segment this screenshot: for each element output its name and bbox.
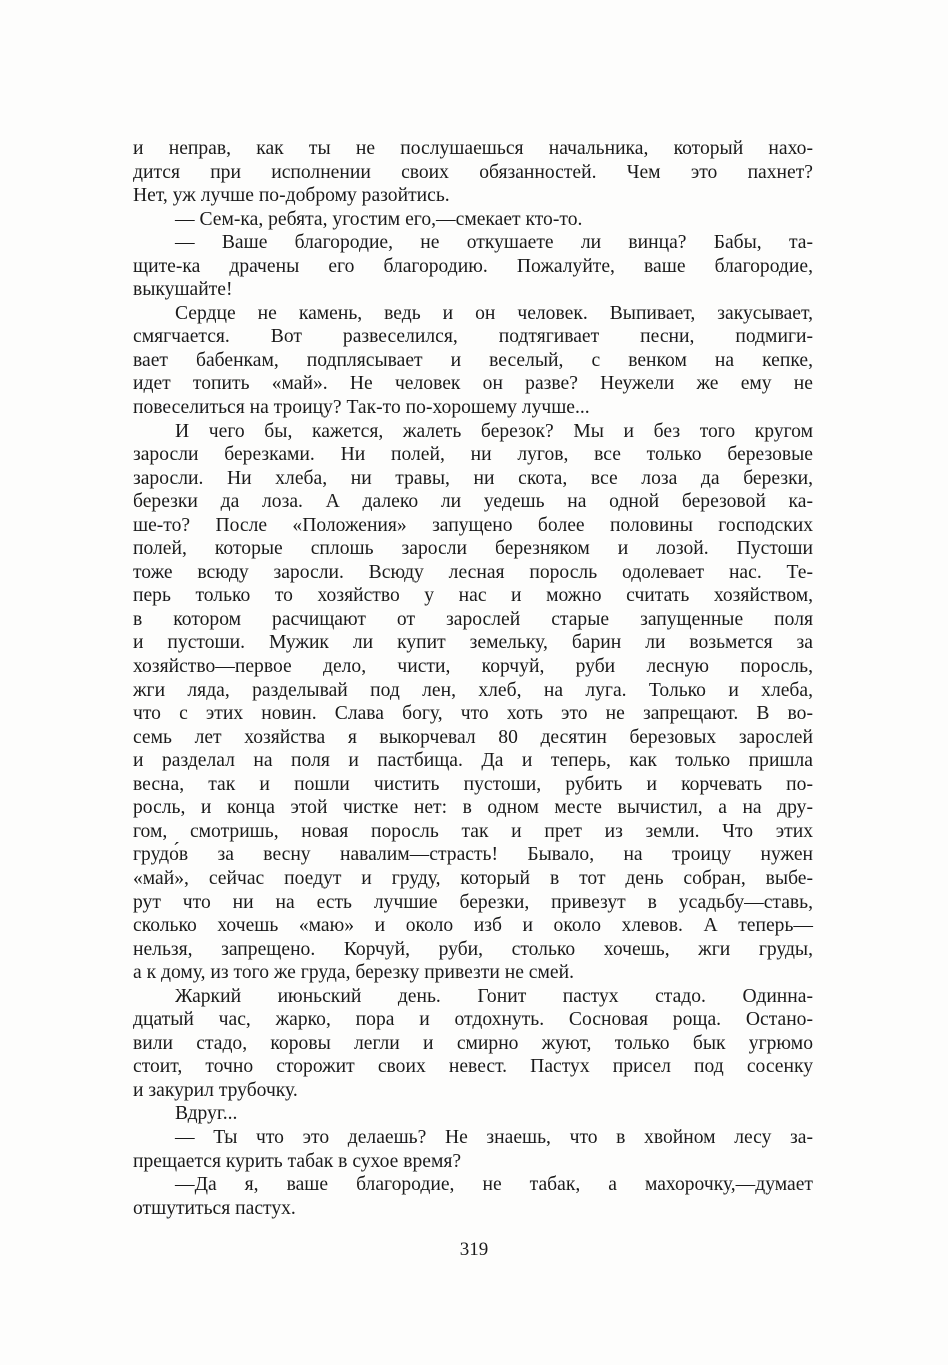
text-line: а к дому, из того же груда, березку привезти не смей. (133, 962, 574, 984)
body-text (133, 137, 813, 1220)
text-line: дится при исполнении своих обязанностей. Чем это пахнет? (133, 161, 813, 183)
text-line: и неправ, как ты не послушаешься начальника, который нахо- (133, 138, 813, 159)
text-line: ше-то? После «Положения» запущено более половины господских (133, 514, 813, 536)
text-line: «май», сейчас поедут и груду, который в тот день собран, выбе- (133, 867, 813, 889)
page-number: 319 (459, 1239, 489, 1260)
text-line: выкушайте! (133, 279, 233, 301)
text-line: гом, смотришь, новая поросль так и прет из земли. Что этих (133, 820, 813, 842)
text-line: и закурил трубочку. (133, 1079, 298, 1101)
text-line: нельзя, запрещено. Корчуй, руби, столько хочешь, жги груды, (133, 938, 813, 960)
text-line: заросли. Ни хлеба, ни травы, ни скота, все лоза да березки, (133, 467, 813, 489)
text-line: —Да я, ваше благородие, не табак, а махорочку,—думает (175, 1174, 813, 1196)
text-line: рут что ни на есть лучшие березки, привезут в усадьбу—ставь, (133, 891, 813, 913)
text-line: Нет, уж лучше по-доброму разойтись. (133, 185, 450, 207)
text-line: повеселиться на троицу? Так-то по-хорошему лучше... (133, 397, 590, 419)
text-line: И чего бы, кажется, жалеть березок? Мы и без того кругом (175, 420, 813, 442)
text-line: сколько хочешь «маю» и около изб и около хлевов. А теперь— (133, 915, 813, 937)
text-line: — Ваше благородие, не откушаете ли винца? Бабы, та- (175, 232, 813, 254)
text-line: грудо́в за весну навалим—страсть! Бывало, на троицу нужен (133, 844, 813, 866)
text-line: перь только то хозяйство у нас и можно считать хозяйством, (133, 585, 813, 607)
text-line: Сердце не камень, ведь и он человек. Выпивает, закусывает, (175, 302, 813, 324)
text-line: березки да лоза. А далеко ли уедешь на одной березовой ка- (133, 491, 813, 513)
text-line: полей, которые сплошь заросли березняком и лозой. Пустоши (133, 538, 813, 560)
text-line: что с этих новин. Слава богу, что хоть это не запрещают. В во- (133, 703, 813, 725)
text-line: прещается курить табак в сухое время? (133, 1150, 462, 1172)
text-line: в котором расчищают от зарослей старые запущенные поля (133, 608, 813, 630)
text-line: вили стадо, коровы легли и смирно жуют, только бык угрюмо (133, 1032, 813, 1054)
text-line: хозяйство—первое дело, чисти, корчуй, руби лесную поросль, (133, 656, 813, 678)
text-line: весна, так и пошли чистить пустоши, рубить и корчевать по- (133, 773, 813, 795)
text-line: заросли березками. Ни полей, ни лугов, все только березовые (133, 444, 813, 466)
text-line: жги ляда, разделывай под лен, хлеб, на луга. Только и хлеба, (133, 679, 813, 701)
text-line: — Ты что это делаешь? Не знаешь, что в хвойном лесу за- (175, 1126, 813, 1148)
text-line: и разделал на поля и пастбища. Да и теперь, как только пришла (133, 750, 813, 772)
text-line: семь лет хозяйства я выкорчевал 80 десятин березовых зарослей (133, 726, 813, 748)
text-line: Вдруг... (175, 1103, 238, 1125)
text-line: Жаркий июньский день. Гонит пастух стадо. Одинна- (175, 985, 813, 1007)
text-line: росль, и конца этой чистке нет: в одном месте вычистил, а на дру- (133, 797, 813, 819)
text-line: тоже всюду заросли. Всюду лесная поросль одолевает нас. Те- (133, 561, 813, 583)
text-line: отшутиться пастух. (133, 1197, 296, 1219)
text-line: — Сем-ка, ребята, угостим его,—смекает кто-то. (175, 208, 583, 230)
text-line: щите-ка драчены его благородию. Пожалуйте, ваше благородие, (133, 255, 813, 277)
text-line: дцатый час, жарко, пора и отдохнуть. Сосновая роща. Остано- (133, 1009, 813, 1031)
text-line: и пустоши. Мужик ли купит земельку, барин ли возьмется за (133, 632, 813, 654)
text-line: стоит, точно сторожит своих невест. Пастух присел под сосенку (133, 1056, 813, 1078)
text-line: идет топить «май». Не человек он разве? Неужели же ему не (133, 373, 813, 395)
text-line: вает бабенкам, подплясывает и веселый, с венком на кепке, (133, 349, 813, 371)
text-line: смягчается. Вот развеселился, подтягивает песни, подмиги- (133, 326, 813, 348)
